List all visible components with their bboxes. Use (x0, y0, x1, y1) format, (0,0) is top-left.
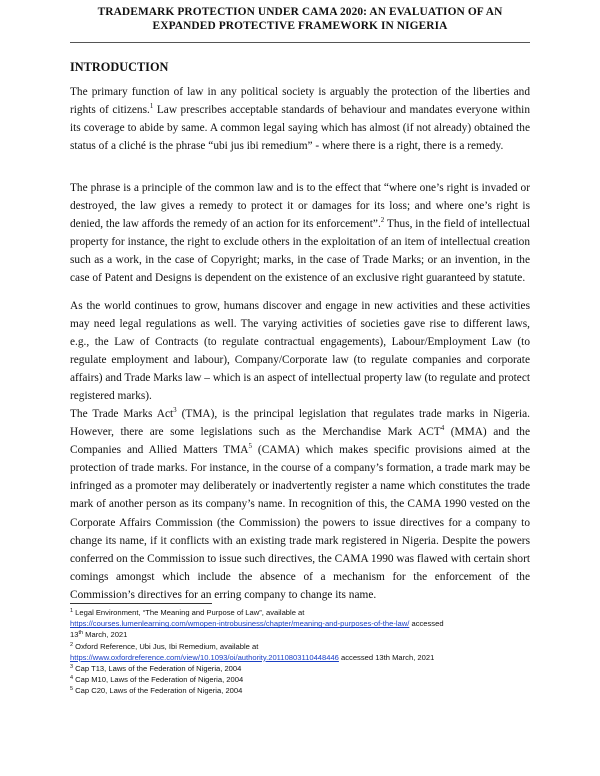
footnote-1-date-rest: March, 2021 (83, 630, 128, 640)
paragraph-4 (70, 405, 530, 604)
footnote-1 (70, 607, 540, 641)
footnote-1-accessed: accessed (409, 619, 444, 629)
footnotes (70, 607, 540, 697)
p2-text-a: The phrase is a principle of the common law and is to the effect that “where one’s right is invaded or destroyed, the law gives a remedy to protect it or damages for its loss; and where one’s right is denied, the law affords the remedy of an action for its enforcement”. (70, 182, 530, 231)
footnote-4-text: Cap M10, Laws of the Federation of Nigeria, 2004 (73, 675, 244, 685)
footnote-2-accessed: accessed 13th March, 2021 (338, 652, 435, 662)
footnote-ref-2[interactable]: 2 (380, 216, 385, 225)
title-line-2: EXPANDED PROTECTIVE FRAMEWORK IN NIGERIA (152, 20, 448, 32)
footnote-4 (70, 674, 540, 685)
paragraph-2 (70, 179, 530, 288)
paragraph-3: As the world continues to grow, humans discover and engage in new activities and these activities may need legal regulations as well. The varying activities of societies gave rise to different laws, e.g., the Law of Contracts (to regulate contractual engagements), Labour/Employment Law (to regulate employment and labour), Company/Corporate law (to regulate companies and corporate affairs) and Trade Marks law – which is an aspect of intellectual property law (to regulate and protect registered marks). (70, 300, 531, 403)
footnote-1-date-day: 13 (70, 630, 79, 640)
footnote-1-date-suffix: th (78, 630, 84, 637)
footnote-1-text: Legal Environment, “The Meaning and Purpose of Law”, available at (73, 608, 305, 617)
title-line-1: TRADEMARK PROTECTION UNDER CAMA 2020: AN EVALUATION OF AN (97, 6, 503, 18)
footnote-2-number: 2 (70, 641, 74, 648)
p1-text-b: Law prescribes acceptable standards of behaviour and mandates everyone within its coverage to abide by same. A common legal saying which has almost (if not already) obtained the status of a cliché is the phrase “ubi jus ibi remedium” - where there is a right, there is a remedy. (70, 104, 530, 153)
footnote-3-number: 3 (70, 664, 74, 671)
title-divider (70, 42, 530, 43)
paragraph-1 (70, 83, 530, 155)
footnote-divider (70, 603, 212, 604)
footnote-1-link[interactable]: https://courses.lumenlearning.com/wmopen-introbusiness/chapter/meaning-and-purposes-of-the-law/ (70, 619, 410, 629)
section-heading: INTRODUCTION (70, 60, 169, 74)
paper-title (70, 5, 530, 33)
footnote-2 (70, 641, 540, 663)
p4-text-b: (TMA), is the principal legislation that regulates trade marks in Nigeria. However, there are some legislations such as the Merchandise Mark ACT (70, 408, 530, 439)
footnote-3-text: Cap T13, Laws of the Federation of Nigeria, 2004 (73, 664, 242, 674)
footnote-2-text: Oxford Reference, Ubi Jus, Ibi Remedium, available at (73, 641, 259, 651)
p4-text-a: The Trade Marks Act (70, 408, 174, 420)
footnote-3 (70, 663, 540, 674)
footnote-4-number: 4 (70, 675, 74, 682)
footnote-2-link[interactable]: https://www.oxfordreference.com/view/10.1093/oi/authority.20110803110448446 (70, 652, 339, 662)
p1-text-a: The primary function of law in any political society is arguably the protection of the liberties and rights of citizens. (70, 86, 530, 117)
footnote-5-text: Cap C20, Laws of the Federation of Nigeria, 2004 (73, 686, 243, 696)
footnote-5-number: 5 (70, 686, 74, 693)
footnote-ref-3[interactable]: 3 (173, 406, 177, 414)
footnote-ref-5[interactable]: 5 (248, 442, 252, 451)
footnote-ref-1[interactable]: 1 (149, 102, 154, 111)
p2-text-b: Thus, in the field of intellectual property for instance, the right to exclude others in the exploitation of an item of intellectual creation such as a work, in the case of Copyright; marks, in the case of Trade Marks; or an invention, in the case of Patent and Designs is dependent on the existence of an exclusive right guaranteed by statute. (70, 218, 530, 285)
p4-text-d: (CAMA) which makes specific provisions aimed at the protection of trade marks. For instance, in the course of a company’s formation, a trade mark may be infringed as a promoter may deliberately or inadvertently register a name which constitutes the trade mark of another person as its company’s name. In recognition of this, the CAMA 1990 vested on the Corporate Affairs Commission (the Commission) the powers to issue directives for a company to change its name, if it conflicts with an existing trade mark registered in Nigeria. Despite the powers conferred on the Commission to issue such directives, the CAMA 1990 was flawed with certain short comings amongst which include the absence of a mechanism for the enforcement of the Commission’s directives for an erring company to change its name. (70, 444, 530, 601)
footnote-1-number: 1 (70, 608, 74, 614)
p4-text-c: (MMA) and the Companies and Allied Matters TMA (70, 426, 530, 457)
footnote-5 (70, 685, 540, 696)
footnote-ref-4[interactable]: 4 (440, 424, 445, 433)
